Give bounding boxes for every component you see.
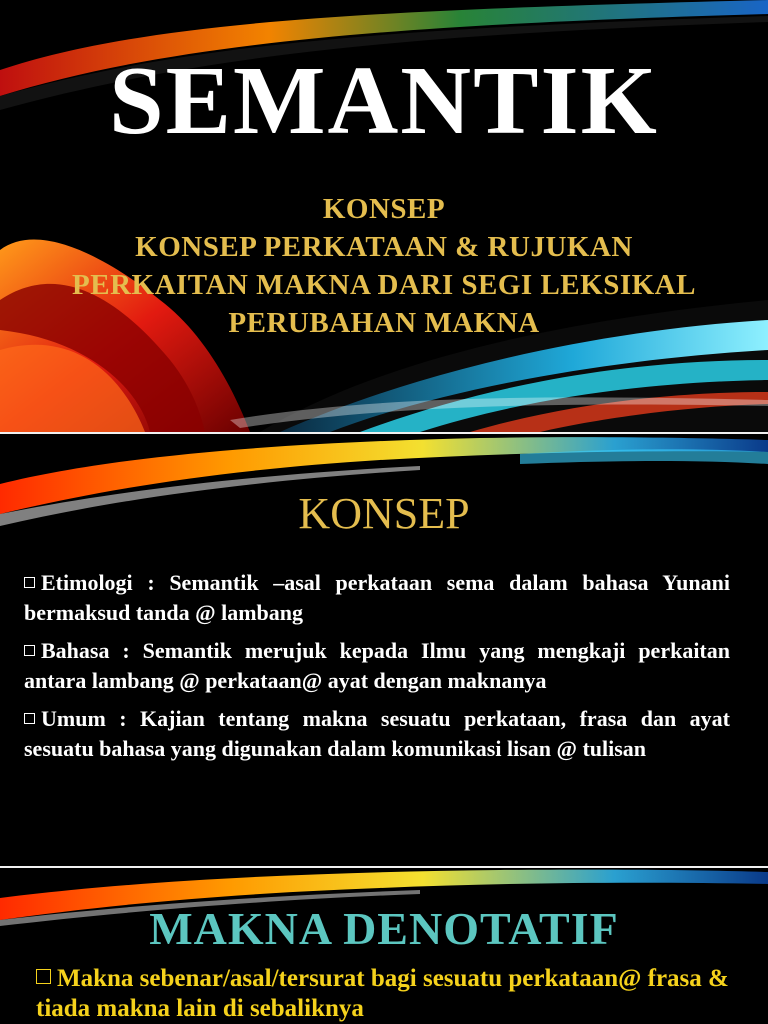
slide-title: SEMANTIK [109,47,659,155]
list-item [36,964,756,1024]
list-item [24,568,730,628]
topic-list [0,190,768,342]
makna-denotatif-slide [0,868,768,1024]
list-item-text: Umum : Kajian tentang makna sesuatu perkataan, frasa dan ayat sesuatu bahasa yang digunakan dalam komunikasi lisan @ tulisan [24,706,730,761]
checkbox-bullet-icon [24,577,35,588]
checkbox-bullet-icon [24,645,35,656]
topic-item: PERUBAHAN MAKNA [228,307,540,339]
list-item-text: Makna sebenar/asal/tersurat bagi sesuatu perkataan@ frasa & tiada makna lain di sebaliknya [36,965,729,1022]
checkbox-bullet-icon [36,969,51,984]
checkbox-bullet-icon [24,713,35,724]
topic-item: KONSEP [322,193,446,225]
list-item [24,636,730,696]
slide-heading: MAKNA DENOTATIF [149,903,619,954]
topic-item: KONSEP PERKATAAN & RUJUKAN [135,231,633,263]
konsep-slide [0,434,768,866]
list-item [24,704,730,764]
bullet-list [24,568,730,772]
list-item-text: Etimologi : Semantik –asal perkataan sema dalam bahasa Yunani bermaksud tanda @ lambang [24,570,730,625]
slide-heading: KONSEP [298,489,470,538]
title-slide [0,0,768,432]
topic-item: PERKAITAN MAKNA DARI SEGI LEKSIKAL [72,269,696,301]
list-item-text: Bahasa : Semantik merujuk kepada Ilmu yang mengkaji perkaitan antara lambang @ perkataan@ ayat dengan maknanya [24,638,730,693]
